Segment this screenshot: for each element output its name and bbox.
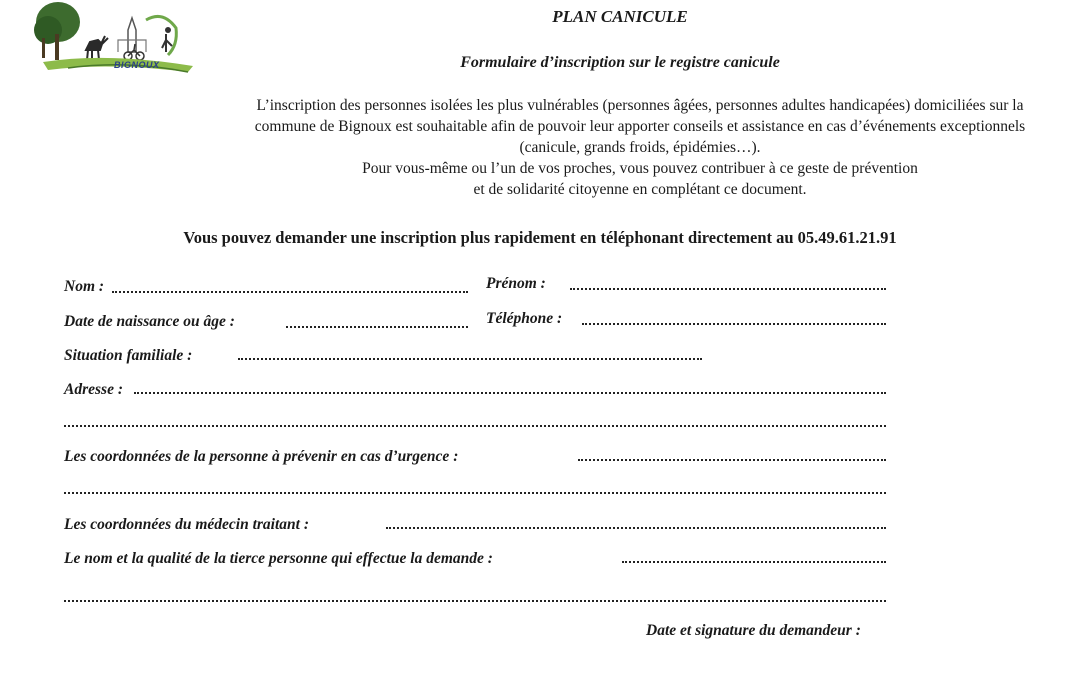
intro-line: Pour vous-même ou l’un de vos proches, vous pouvez contribuer à ce geste de prévention xyxy=(362,160,918,177)
adresse-field-line-2[interactable] xyxy=(64,425,886,427)
tierce-label: Le nom et la qualité de la tierce personne qui effectue la demande : xyxy=(64,550,493,567)
situation-label: Situation familiale : xyxy=(64,347,193,364)
nom-field[interactable] xyxy=(112,291,468,293)
page-title: PLAN CANICULE xyxy=(552,7,688,26)
date-naissance-label: Date de naissance ou âge : xyxy=(64,313,235,330)
urgence-label: Les coordonnées de la personne à prévenir en cas d’urgence : xyxy=(64,448,459,465)
tierce-field-line-2[interactable] xyxy=(64,600,886,602)
adresse-field[interactable] xyxy=(134,392,886,394)
nom-label: Nom : xyxy=(64,278,105,295)
phone-notice: Vous pouvez demander une inscription plus rapidement en téléphonant directement au 05.49.61.21.91 xyxy=(183,228,897,247)
page-subtitle: Formulaire d’inscription sur le registre canicule xyxy=(460,54,780,71)
medecin-field[interactable] xyxy=(386,527,886,529)
signature-label: Date et signature du demandeur : xyxy=(646,622,861,639)
intro-line: L’inscription des personnes isolées les plus vulnérables (personnes âgées, personnes adultes handicapées) domiciliées sur la xyxy=(256,97,1024,114)
intro-line: (canicule, grands froids, épidémies…). xyxy=(519,139,761,156)
telephone-label: Téléphone : xyxy=(486,310,563,327)
situation-field[interactable] xyxy=(238,358,702,360)
telephone-field[interactable] xyxy=(582,323,886,325)
intro-line: commune de Bignoux est souhaitable afin de pouvoir leur apporter conseils et assistance en cas d’événements exceptionnels xyxy=(254,118,1026,135)
prenom-label: Prénom : xyxy=(486,275,546,292)
prenom-field[interactable] xyxy=(570,288,886,290)
logo-text: BIGNOUX xyxy=(114,60,160,70)
adresse-label: Adresse : xyxy=(64,381,123,398)
urgence-field[interactable] xyxy=(578,459,886,461)
tierce-field[interactable] xyxy=(622,561,886,563)
medecin-label: Les coordonnées du médecin traitant : xyxy=(64,516,309,533)
intro-paragraph xyxy=(100,95,1080,200)
date-naissance-field[interactable] xyxy=(286,326,468,328)
intro-line: et de solidarité citoyenne en complétant ce document. xyxy=(473,181,807,198)
urgence-field-line-2[interactable] xyxy=(64,492,886,494)
